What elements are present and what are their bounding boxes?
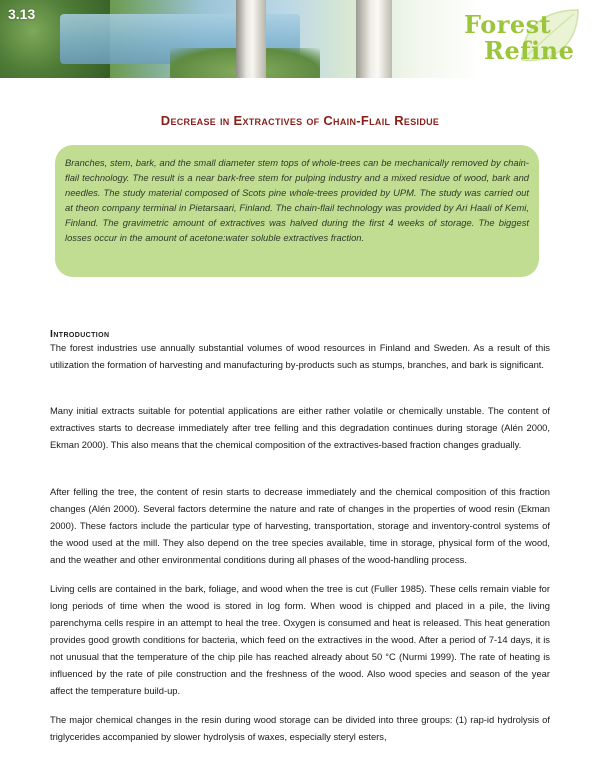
paragraph: After felling the tree, the content of resin starts to decrease immediately and the chemical composition of this fraction changes (Alén 2000). Several factors determine the nature and rate of changes in the properties of wood resin (Ekman 2000). These factors include the particular type of harvesting, transportation, storage and inventory-control systems of the wood used at the mill. They also depend on the tree species available, time in storage, physical form of the wood, and the weather and other environmental conditions during all phases of the wood-handling process. xyxy=(50,486,550,565)
header-banner xyxy=(0,0,600,78)
title-text: Decrease in Extractives of Chain-Flail Residue xyxy=(160,113,440,128)
paragraph: The major chemical changes in the resin during wood storage can be divided into three groups: (1) rap-id hydrolysis of triglycerides accompanied by slower hydrolysis of waxes, especially steryl esters, xyxy=(50,714,550,742)
logo-word-forest: Forest xyxy=(464,10,552,39)
summary-text: Branches, stem, bark, and the small diameter stem tops of whole-trees can be mechanically removed by chain-flail technology. The result is a near bark-free stem for pulping industry and a mixed residue of wood, bark and needles. The study material composed of Scots pine whole-trees provided by UPM. The study was carried out at theon company terminal in Pietarsaari, Finland. The chain-flail technology was provided by Ari Haali of Kemi, Finland. The gravimetric amount of extractives was halved during the first 4 weeks of storage. The biggest losses occur in the amount of acetone:water soluble extractives fraction. xyxy=(65,157,529,243)
paragraph: Many initial extracts suitable for potential applications are either rather volatile or chemically unstable. The content of extractives starts to decrease immediately after tree felling and this degradation continues during storage (Alén 2000, Ekman 2000). This also means that the chemical composition of the extractives-based fraction changes gradually. xyxy=(50,405,550,450)
summary-box xyxy=(55,145,539,277)
page-number: 3.13 xyxy=(8,6,36,22)
document-title xyxy=(0,112,600,130)
logo-word-refine: Refine xyxy=(484,36,575,65)
section-heading-text: Introduction xyxy=(50,328,110,340)
forest-refine-logo xyxy=(462,6,582,72)
birch-trunk xyxy=(356,0,392,78)
paragraph: The forest industries use annually substantial volumes of wood resources in Finland and Sweden. As a result of this utilization the formation of harvesting and manufacturing by-products such as stumps, branches, and bark is significant. xyxy=(50,342,550,370)
title-smallcaps xyxy=(0,112,600,130)
birch-trunk xyxy=(236,0,266,78)
paragraph: Living cells are contained in the bark, foliage, and wood when the tree is cut (Fuller 1985). These cells remain viable for long periods of time when the wood is stored in log form. When wood is chipped and placed in a pile, the living parenchyma cells respire in an attempt to heal the tree. Oxygen is consumed and heat is released. This heat generation provides good growth conditions for bacteria, which feed on the extractives in the wood. After a period of 7-14 days, it is not unusual that the temperature of the chip pile has reached already about 50 °C (Nurmi 1999). The rate of heating is influenced by the rate of pile construction and the freshness of the wood. Also wood species and season of the year affect the temperature build-up. xyxy=(50,583,550,696)
